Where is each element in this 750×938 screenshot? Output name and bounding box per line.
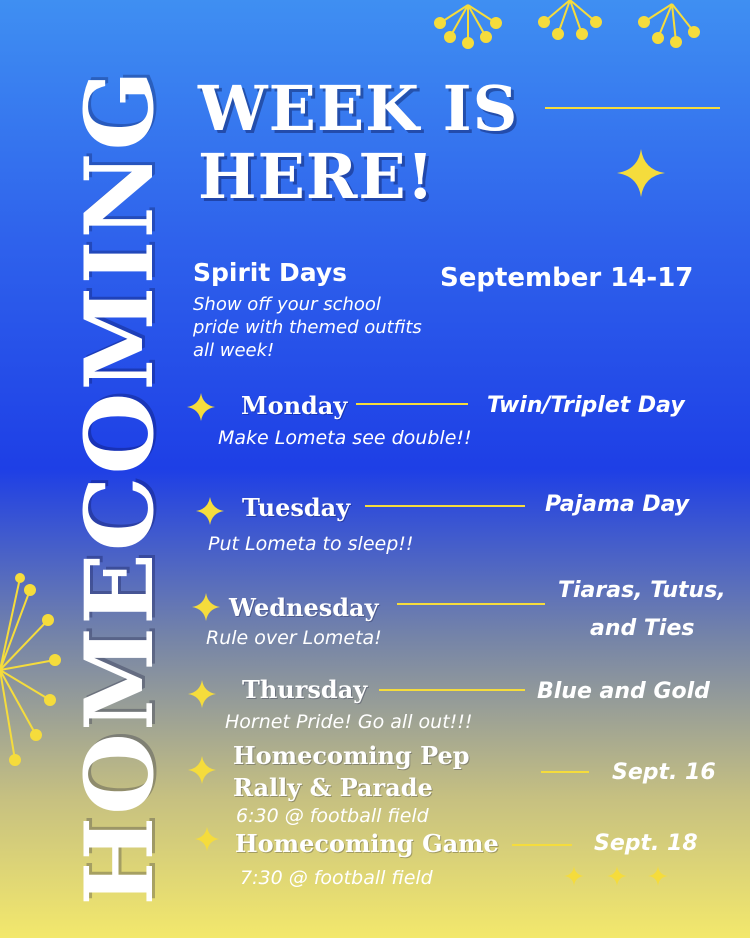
wednesday-description: Rule over Lometa! (206, 627, 382, 649)
sparkle-star-icon (195, 496, 225, 526)
firework-burst-icon (0, 570, 70, 770)
day-tuesday: Tuesday (242, 493, 351, 522)
monday-divider (356, 403, 468, 405)
tuesday-theme: Pajama Day (545, 492, 690, 517)
sparkle-star-icon (615, 147, 667, 199)
day-thursday: Thursday (242, 675, 368, 704)
pep-rally-divider (541, 771, 589, 773)
event-homecoming-game: Homecoming Game (235, 829, 499, 858)
wednesday-divider (397, 603, 545, 605)
firework-burst-icon (400, 0, 750, 60)
thursday-description: Hornet Pride! Go all out!!! (225, 711, 473, 733)
monday-theme: Twin/Triplet Day (487, 393, 685, 418)
sparkle-star-icon (187, 679, 217, 709)
tuesday-divider (365, 505, 525, 507)
event-pep-rally-line-1: Homecoming Pep (233, 741, 470, 770)
wednesday-theme-line-2: and Ties (590, 616, 695, 641)
sparkle-star-icon (562, 864, 672, 888)
headline-line-2: HERE! (198, 140, 435, 213)
headline-divider (545, 107, 720, 109)
monday-description: Make Lometa see double!! (218, 427, 472, 449)
spirit-desc-line-2: pride with themed outfits (193, 317, 422, 338)
pep-rally-date: Sept. 16 (612, 760, 716, 785)
event-pep-rally-line-2: Rally & Parade (233, 773, 433, 802)
headline-line-1: WEEK IS (198, 72, 519, 145)
game-detail: 7:30 @ football field (240, 867, 433, 889)
thursday-theme: Blue and Gold (537, 679, 710, 704)
sparkle-star-icon (194, 826, 220, 852)
spirit-days-title: Spirit Days (193, 258, 348, 287)
game-divider (512, 844, 572, 846)
vertical-homecoming-title: HOMECOMING (65, 68, 175, 906)
day-monday: Monday (241, 391, 348, 420)
game-date: Sept. 18 (594, 831, 698, 856)
tuesday-description: Put Lometa to sleep!! (208, 533, 414, 555)
wednesday-theme-line-1: Tiaras, Tutus, (558, 578, 726, 603)
thursday-divider (379, 689, 525, 691)
sparkle-star-icon (186, 392, 216, 422)
spirit-desc-line-3: all week! (193, 340, 275, 361)
pep-rally-detail: 6:30 @ football field (236, 805, 429, 827)
sparkle-star-icon (187, 755, 217, 785)
spirit-days-dates: September 14-17 (440, 263, 694, 293)
spirit-desc-line-1: Show off your school (193, 294, 381, 315)
spirit-days-description (193, 293, 422, 362)
day-wednesday: Wednesday (229, 593, 379, 622)
sparkle-star-icon (191, 592, 221, 622)
